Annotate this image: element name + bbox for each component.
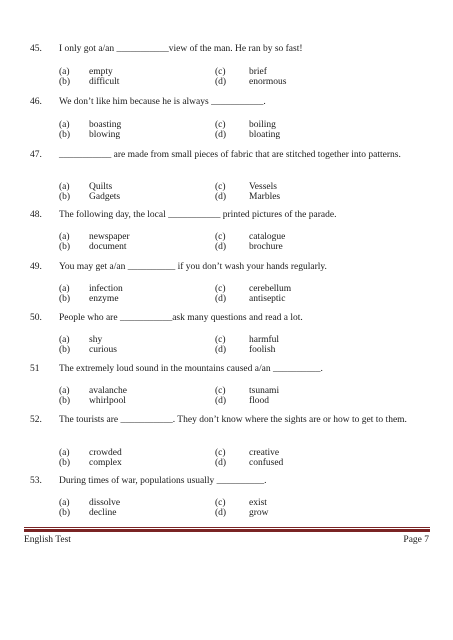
option-text: crowded (89, 448, 122, 458)
option-letter: (d) (215, 508, 227, 518)
option-text: Marbles (249, 192, 281, 202)
page-number: Page 7 (403, 535, 429, 545)
option-text: exist (249, 498, 267, 508)
option-text: dissolve (89, 498, 121, 508)
option-text: foolish (249, 345, 276, 355)
option-letter: (b) (59, 508, 71, 518)
option-letter: (c) (215, 335, 226, 345)
option-text: complex (89, 458, 122, 468)
question-number: 52. (30, 415, 42, 425)
option-letter: (b) (59, 294, 71, 304)
option-text: confused (249, 458, 284, 468)
option-letter: (b) (59, 458, 71, 468)
question-number: 50. (30, 313, 42, 323)
option-text: bloating (249, 130, 281, 140)
question-number: 45. (30, 44, 42, 54)
option-letter: (d) (215, 458, 227, 468)
footer-divider-thick (24, 529, 430, 532)
option-letter: (a) (59, 120, 70, 130)
option-text: infection (89, 284, 123, 294)
question-stem: We don’t like him because he is always ___________. (59, 97, 266, 107)
option-letter: (a) (59, 284, 70, 294)
option-letter: (d) (215, 396, 227, 406)
question-stem: People who are ___________ask many questions and read a lot. (59, 313, 303, 323)
option-text: brief (249, 67, 267, 77)
option-text: curious (89, 345, 117, 355)
option-text: whirlpool (89, 396, 126, 406)
option-text: document (89, 242, 127, 252)
option-letter: (c) (215, 232, 226, 242)
question-number: 51 (30, 364, 40, 374)
question-stem: I only got a/an ___________view of the man. He ran by so fast! (59, 44, 303, 54)
question-stem: You may get a/an __________ if you don’t wash your hands regularly. (59, 262, 327, 272)
option-letter: (d) (215, 77, 227, 87)
option-letter: (d) (215, 192, 227, 202)
option-letter: (c) (215, 182, 226, 192)
option-text: difficult (89, 77, 120, 87)
option-text: harmful (249, 335, 280, 345)
option-text: blowing (89, 130, 121, 140)
option-letter: (d) (215, 345, 227, 355)
footer-title: English Test (24, 535, 71, 545)
question-number: 48. (30, 210, 42, 220)
option-letter: (c) (215, 284, 226, 294)
option-letter: (b) (59, 192, 71, 202)
option-text: enormous (249, 77, 287, 87)
option-text: newspaper (89, 232, 130, 242)
question-stem: The following day, the local ___________ printed pictures of the parade. (59, 210, 337, 220)
option-letter: (c) (215, 67, 226, 77)
option-letter: (a) (59, 335, 70, 345)
option-text: empty (89, 67, 113, 77)
question-number: 47. (30, 150, 42, 160)
option-text: antiseptic (249, 294, 286, 304)
question-number: 46. (30, 97, 42, 107)
option-letter: (b) (59, 242, 71, 252)
option-text: catalogue (249, 232, 286, 242)
option-letter: (a) (59, 67, 70, 77)
option-letter: (c) (215, 120, 226, 130)
option-letter: (c) (215, 448, 226, 458)
option-letter: (a) (59, 232, 70, 242)
option-letter: (a) (59, 182, 70, 192)
option-text: creative (249, 448, 280, 458)
option-letter: (b) (59, 77, 71, 87)
option-text: Vessels (249, 182, 277, 192)
option-letter: (a) (59, 498, 70, 508)
question-stem: ___________ are made from small pieces of fabric that are stitched together into patterns. (59, 150, 401, 160)
option-text: flood (249, 396, 270, 406)
option-letter: (b) (59, 396, 71, 406)
question-stem: The extremely loud sound in the mountains caused a/an __________. (59, 364, 323, 374)
option-letter: (d) (215, 242, 227, 252)
option-text: boasting (89, 120, 122, 130)
footer-divider-thin (24, 527, 430, 528)
option-text: tsunami (249, 386, 280, 396)
question-stem: During times of war, populations usually __________. (59, 476, 267, 486)
option-letter: (b) (59, 345, 71, 355)
option-text: Gadgets (89, 192, 121, 202)
question-number: 49. (30, 262, 42, 272)
question-stem: The tourists are ___________. They don’t know where the sights are or how to get to them. (59, 415, 407, 425)
option-text: enzyme (89, 294, 119, 304)
option-text: grow (249, 508, 269, 518)
option-letter: (b) (59, 130, 71, 140)
option-text: Quilts (89, 182, 113, 192)
option-letter: (a) (59, 386, 70, 396)
option-letter: (d) (215, 294, 227, 304)
option-letter: (c) (215, 498, 226, 508)
option-letter: (d) (215, 130, 227, 140)
option-letter: (a) (59, 448, 70, 458)
option-text: cerebellum (249, 284, 292, 294)
option-text: brochure (249, 242, 283, 252)
question-number: 53. (30, 476, 42, 486)
option-text: boiling (249, 120, 276, 130)
option-text: avalanche (89, 386, 127, 396)
option-text: shy (89, 335, 103, 345)
option-text: decline (89, 508, 117, 518)
option-letter: (c) (215, 386, 226, 396)
